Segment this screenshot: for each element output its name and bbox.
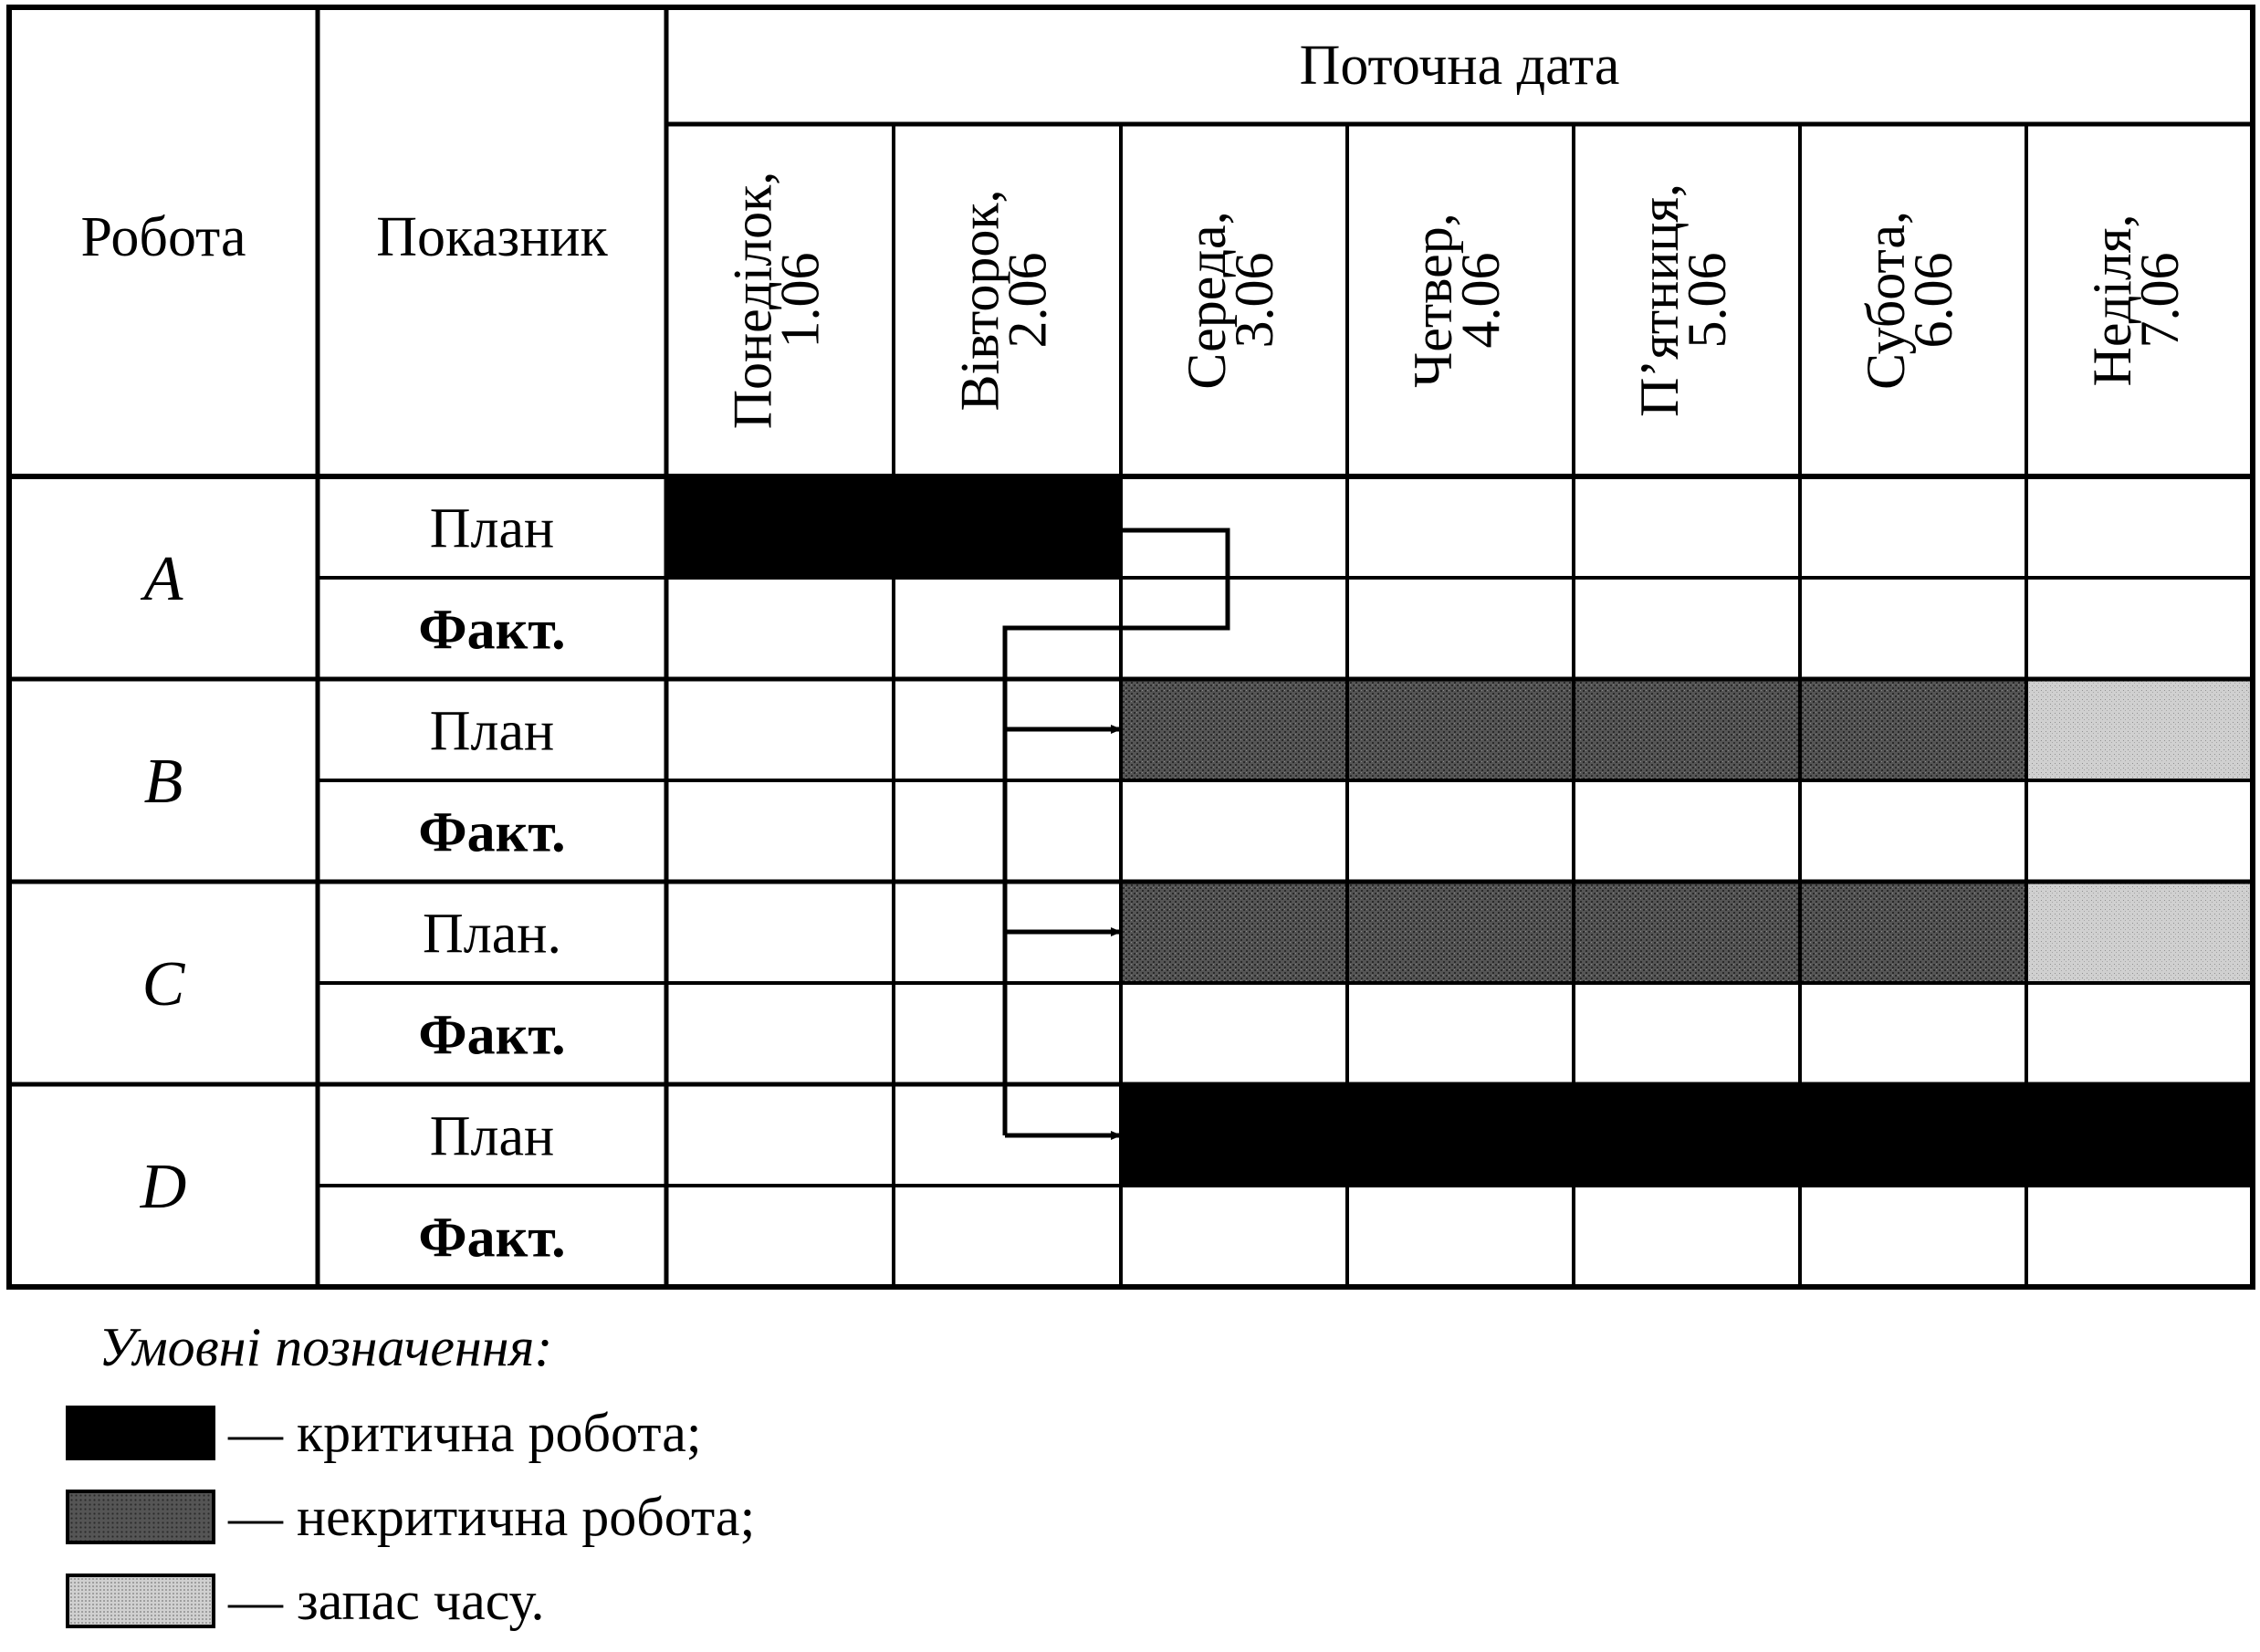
day-header-2 [950, 189, 1058, 411]
legend-item-noncritical [66, 1480, 1161, 1553]
legend-item-slack [66, 1564, 1161, 1637]
plan-label: План [429, 700, 555, 763]
legend-label-slack: — запас часу. [228, 1571, 545, 1631]
day-date: 4.06 [1450, 252, 1511, 349]
dependency-arrows [1005, 530, 1228, 1135]
day-name: Вівторок, [949, 189, 1010, 412]
fact-label: Факт. [418, 801, 566, 864]
plan-label: План [429, 1105, 555, 1168]
current-date-header: Поточна дата [1299, 35, 1620, 97]
legend-label-noncritical: — некритична робота; [228, 1487, 756, 1547]
task-label-d: D [140, 1152, 187, 1222]
bars-layer [666, 476, 2253, 1186]
fact-label: Факт. [418, 1004, 566, 1067]
day-name: Неділя, [2082, 214, 2142, 387]
critical-swatch [66, 1406, 215, 1460]
day-header-3 [1177, 211, 1284, 389]
day-name: Середа, [1177, 211, 1237, 390]
day-name: Понеділок, [722, 171, 783, 430]
day-date: 7.06 [2129, 252, 2190, 349]
day-header-6 [1856, 211, 1963, 390]
task-label-a: A [143, 544, 183, 614]
day-date: 1.06 [769, 252, 831, 349]
day-header-7 [2082, 214, 2190, 387]
day-name: Субота, [1856, 210, 1916, 391]
day-header-4 [1403, 213, 1511, 387]
task-label-b: B [143, 747, 183, 817]
bar-d-critical [1121, 1084, 2253, 1186]
plan-label: План [429, 497, 555, 560]
day-date: 5.06 [1677, 252, 1737, 349]
noncritical-swatch [66, 1490, 215, 1544]
bar-b-slack [2026, 679, 2253, 780]
slack-swatch [66, 1574, 215, 1628]
indicator-column-header: Показник [376, 206, 608, 268]
fact-label: Факт. [418, 1207, 566, 1270]
day-headers [723, 172, 2191, 430]
day-header-5 [1629, 183, 1737, 417]
legend [66, 1314, 1161, 1648]
legend-item-critical [66, 1396, 1161, 1469]
day-name: Четвер, [1403, 213, 1463, 388]
plan-label: План. [423, 903, 561, 966]
task-column-header: Робота [80, 206, 246, 268]
day-date: 2.06 [997, 252, 1058, 349]
legend-label-critical: — критична робота; [228, 1403, 702, 1463]
bar-c-slack [2026, 882, 2253, 983]
legend-title: Умовні позначення: [99, 1317, 553, 1377]
day-date: 6.06 [1903, 252, 1963, 349]
day-header-1 [723, 172, 831, 430]
day-name: П’ятниця, [1629, 183, 1690, 418]
dependency-connector-a [1005, 530, 1228, 1135]
fact-label: Факт. [418, 599, 566, 662]
day-date: 3.06 [1224, 252, 1284, 349]
task-label-c: C [141, 949, 185, 1019]
